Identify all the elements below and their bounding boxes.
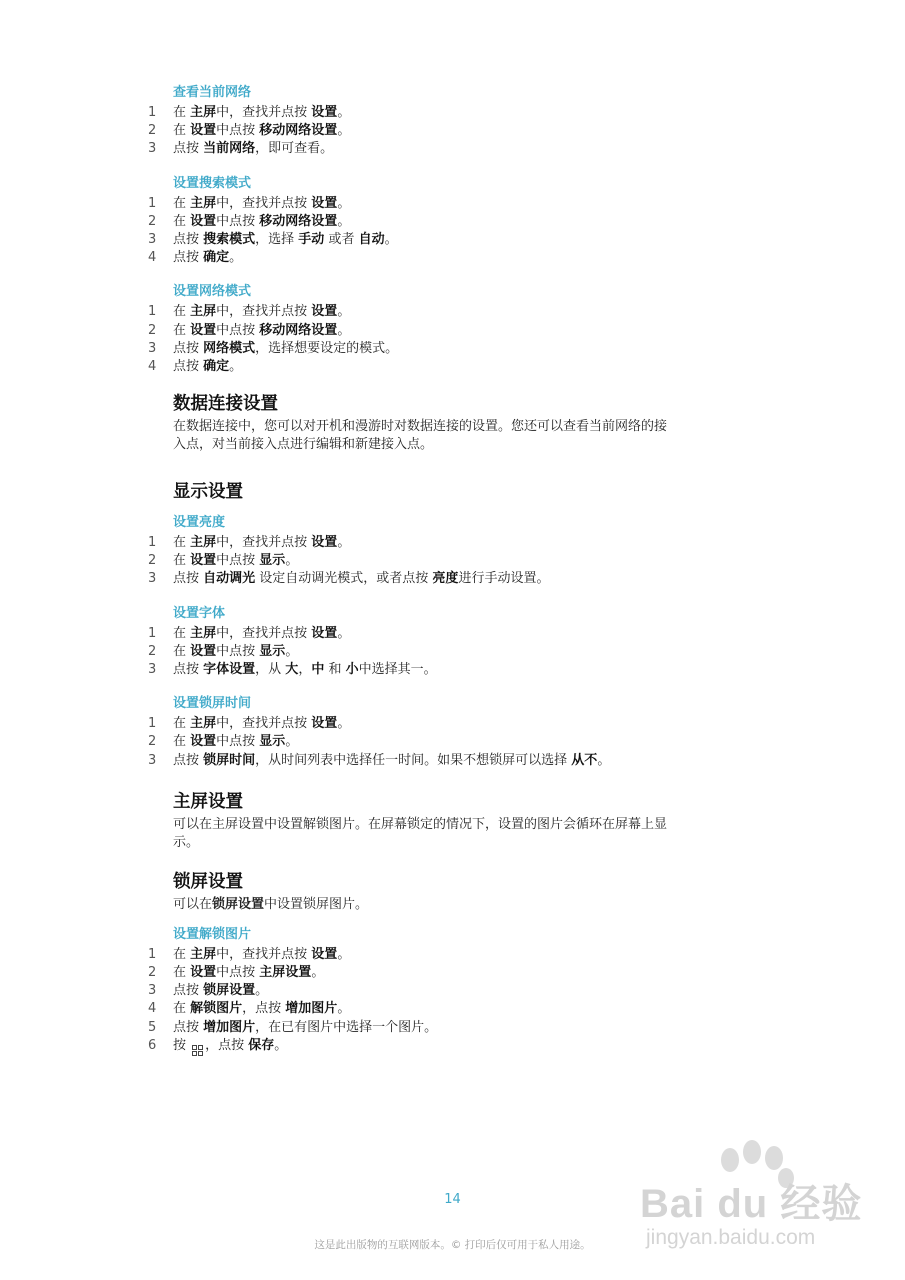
step-text: 中点按 (216, 123, 260, 139)
step-text: ，选择 (255, 231, 299, 247)
step-item (148, 1019, 768, 1037)
step-text: ，从 (255, 662, 286, 677)
ui-term: 设置 (311, 105, 338, 120)
step-text: 中点按 (216, 553, 260, 569)
step-text: 中设置锁屏图片。 (264, 896, 369, 912)
ui-term: 显示 (259, 734, 286, 750)
step-text: 。 (255, 983, 269, 999)
step-text: 在 (173, 1001, 191, 1017)
ui-term: 主屏 (190, 304, 217, 320)
step-text: 和 (324, 662, 346, 677)
step-text: 。 (337, 625, 351, 641)
section-heading-lock-screen: 锁屏设置 (173, 871, 243, 892)
step-content (173, 643, 298, 661)
step-text: 。 (337, 1001, 351, 1017)
step-text: 点按 (173, 231, 204, 247)
subheading-lock-timeout: 设置锁屏时间 (173, 696, 252, 712)
step-number: 1 (148, 946, 157, 962)
step-text: 。 (337, 123, 351, 139)
step-text: 点按 (173, 571, 204, 587)
step-text: 。 (285, 643, 299, 659)
step-text: 中点按 (216, 322, 260, 338)
step-content (173, 715, 350, 733)
ui-term: 设置 (190, 964, 217, 980)
step-text: 。 (337, 304, 351, 320)
step-text: ， (298, 662, 312, 677)
grid-icon (192, 1045, 203, 1056)
step-text: 中，查找并点按 (216, 946, 312, 962)
ui-term: 解锁图片 (190, 1001, 243, 1017)
ui-term: 确定 (203, 358, 230, 374)
ui-term: 显示 (259, 643, 286, 659)
step-text: 进行手动设置。 (458, 571, 550, 587)
ui-term: 主屏 (190, 535, 217, 551)
step-text: 。 (274, 1037, 288, 1053)
subheading-brightness: 设置亮度 (173, 515, 226, 531)
step-number: 3 (148, 752, 157, 768)
step-text: 在 (173, 625, 191, 641)
ui-term: 自动调光 (203, 571, 256, 587)
step-content (173, 964, 324, 982)
step-text: 。 (229, 358, 243, 374)
step-text: 在 (173, 195, 191, 211)
step-text: 。 (337, 213, 351, 229)
step-item (148, 715, 768, 733)
step-number: 1 (148, 716, 157, 732)
step-text: 。 (337, 322, 351, 338)
subheading-network-mode: 设置网络模式 (173, 284, 252, 300)
step-text: 中，查找并点按 (216, 105, 312, 120)
step-text: 。 (285, 553, 299, 569)
step-text: 按 (173, 1037, 191, 1053)
step-number: 3 (148, 983, 157, 999)
step-item (148, 322, 768, 340)
step-item (148, 982, 768, 1000)
step-content (173, 534, 350, 552)
step-number: 1 (148, 625, 157, 641)
step-number: 3 (148, 340, 157, 356)
ui-term: 移动网络设置 (259, 213, 338, 229)
step-item (148, 213, 768, 231)
step-text: 在 (173, 213, 191, 229)
ui-term: 移动网络设置 (259, 322, 338, 338)
step-text: 中，查找并点按 (216, 535, 312, 551)
step-text: 在 (173, 946, 191, 962)
step-item (148, 661, 768, 679)
step-text: 。 (337, 195, 351, 211)
step-content (173, 195, 350, 213)
step-text: 。 (337, 946, 351, 962)
step-item (148, 249, 768, 267)
step-text: 在 (173, 322, 191, 338)
step-number: 2 (148, 964, 157, 980)
ui-term: 确定 (203, 250, 230, 266)
step-number: 3 (148, 571, 157, 587)
ui-term: 设置 (311, 625, 338, 641)
ui-term: 当前网络 (203, 141, 256, 157)
subheading-font: 设置字体 (173, 605, 226, 621)
ui-term: 锁屏设置 (203, 983, 256, 999)
ui-term: 从不 (571, 752, 598, 768)
watermark-logo: Bai du 经验 (640, 1182, 863, 1226)
step-content (173, 1000, 350, 1018)
step-item (148, 534, 768, 552)
step-item (148, 733, 768, 751)
section-heading-data-connection: 数据连接设置 (173, 394, 278, 415)
step-number: 6 (148, 1037, 157, 1053)
ui-term: 主屏 (190, 195, 217, 211)
step-content (173, 552, 298, 570)
subheading-view-current-network: 查看当前网络 (173, 85, 252, 100)
step-text: 在 (173, 643, 191, 659)
step-content (173, 358, 242, 376)
step-text: 点按 (173, 983, 204, 999)
ui-term: 设置 (190, 553, 217, 569)
paragraph-home-screen: 可以在主屏设置中设置解锁图片。在屏幕锁定的情况下，设置的图片会循环在屏幕上显 示。 (173, 816, 668, 850)
ui-term: 手动 (298, 231, 325, 247)
subheading-search-mode: 设置搜索模式 (173, 175, 252, 191)
step-text: 点按 (173, 358, 204, 374)
step-item (148, 104, 768, 122)
ui-term: 锁屏设置 (212, 896, 265, 912)
step-number: 2 (148, 643, 157, 659)
step-item (148, 303, 768, 321)
ui-term: 字体设置 (203, 662, 256, 677)
step-item (148, 195, 768, 213)
step-item (148, 643, 768, 661)
step-text: 在 (173, 304, 191, 320)
step-text: 在 (173, 964, 191, 980)
step-text: 点按 (173, 141, 204, 157)
step-text: 点按 (173, 250, 204, 266)
ui-term: 保存 (248, 1037, 275, 1053)
step-text: 。 (384, 231, 398, 247)
step-text: 。 (337, 105, 351, 120)
step-item (148, 122, 768, 140)
step-number: 1 (148, 304, 157, 320)
step-list (148, 195, 768, 268)
step-item (148, 552, 768, 570)
step-text: 可以在 (173, 896, 213, 912)
step-text: 点按 (173, 662, 204, 677)
step-text: 。 (337, 535, 351, 551)
step-list (148, 946, 768, 1055)
step-content (173, 340, 398, 358)
step-content (173, 570, 549, 588)
step-content (173, 1019, 437, 1037)
ui-term: 设置 (190, 123, 217, 139)
step-text: 中点按 (216, 964, 260, 980)
step-content (173, 213, 350, 231)
step-item (148, 140, 768, 158)
step-number: 1 (148, 535, 157, 551)
step-number: 2 (148, 123, 157, 139)
step-content (173, 1037, 287, 1055)
step-content (173, 752, 610, 770)
baidu-watermark (640, 1140, 870, 1260)
step-item (148, 964, 768, 982)
step-content (173, 249, 242, 267)
step-text: 点按 (173, 752, 204, 768)
step-number: 3 (148, 231, 157, 247)
ui-term: 大 (285, 662, 299, 677)
step-content (173, 104, 350, 122)
document-body (148, 82, 768, 1055)
ui-term: 主屏 (190, 105, 217, 120)
step-content (173, 303, 350, 321)
step-content (173, 733, 298, 751)
step-number: 2 (148, 734, 157, 750)
step-item (148, 946, 768, 964)
step-number: 2 (148, 322, 157, 338)
step-content (173, 140, 333, 158)
step-item (148, 358, 768, 376)
step-number: 3 (148, 662, 157, 677)
step-item (148, 1000, 768, 1018)
step-content (173, 231, 398, 249)
step-text: 点按 (173, 1019, 204, 1035)
step-item (148, 752, 768, 770)
step-text: 。 (229, 250, 243, 266)
step-text: 在 (173, 716, 191, 732)
step-text: 中选择其一。 (358, 662, 437, 677)
ui-term: 自动 (358, 231, 385, 247)
step-item (148, 1037, 768, 1055)
step-text: 中点按 (216, 734, 260, 750)
step-number: 2 (148, 213, 157, 229)
step-number: 1 (148, 105, 157, 120)
step-text: 在 (173, 123, 191, 139)
step-text: 在 (173, 553, 191, 569)
step-text: ，点按 (205, 1037, 249, 1053)
page-number: 14 (444, 1192, 461, 1207)
step-list (148, 534, 768, 589)
step-text: 在 (173, 535, 191, 551)
ui-term: 亮度 (432, 571, 459, 587)
step-text: 。 (285, 734, 299, 750)
step-content (173, 982, 268, 1000)
ui-term: 显示 (259, 553, 286, 569)
step-number: 4 (148, 1001, 157, 1017)
step-number: 4 (148, 250, 157, 266)
step-text: ，即可查看。 (255, 141, 334, 157)
step-list (148, 104, 768, 159)
step-content (173, 322, 350, 340)
ui-term: 主屏 (190, 716, 217, 732)
paragraph-data-connection: 在数据连接中，您可以对开机和漫游时对数据连接的设置。您还可以查看当前网络的接 入点，对当前接入点进行编辑和新建接入点。 (173, 419, 668, 453)
step-text: 中，查找并点按 (216, 304, 312, 320)
step-item (148, 570, 768, 588)
step-number: 4 (148, 358, 157, 374)
step-list (148, 303, 768, 376)
step-text: 。 (597, 752, 611, 768)
step-text: 中，查找并点按 (216, 195, 312, 211)
step-text: 中，查找并点按 (216, 625, 312, 641)
ui-term: 设置 (190, 213, 217, 229)
ui-term: 主屏 (190, 625, 217, 641)
ui-term: 设置 (311, 304, 338, 320)
ui-term: 增加图片 (203, 1019, 256, 1035)
step-item (148, 231, 768, 249)
ui-term: 主屏 (190, 946, 217, 962)
step-content (173, 625, 350, 643)
ui-term: 设置 (190, 734, 217, 750)
step-item (148, 340, 768, 358)
step-number: 1 (148, 195, 157, 211)
step-text: 或者 (324, 231, 359, 247)
step-content (173, 661, 437, 679)
subheading-unlock-image: 设置解锁图片 (173, 926, 252, 942)
watermark-url: jingyan.baidu.com (646, 1226, 816, 1249)
ui-term: 设置 (311, 535, 338, 551)
step-text: 点按 (173, 340, 204, 356)
step-list (148, 715, 768, 770)
section-heading-home-screen: 主屏设置 (173, 791, 243, 812)
section-heading-display: 显示设置 (173, 482, 243, 503)
ui-term: 增加图片 (285, 1001, 338, 1017)
ui-term: 小 (345, 662, 359, 677)
footer-note: 这是此出版物的互联网版本。© 打印后仅可用于私人用途。 (314, 1239, 591, 1251)
step-text: 设定自动调光模式，或者点按 (255, 571, 433, 587)
ui-term: 网络模式 (203, 340, 256, 356)
step-number: 2 (148, 553, 157, 569)
ui-term: 设置 (311, 195, 338, 211)
step-text: ，点按 (242, 1001, 286, 1017)
step-list (148, 625, 768, 680)
step-text: 。 (337, 716, 351, 732)
step-text: 中点按 (216, 213, 260, 229)
ui-term: 设置 (190, 643, 217, 659)
ui-term: 设置 (311, 946, 338, 962)
step-content (173, 122, 350, 140)
ui-term: 设置 (190, 322, 217, 338)
step-text: ，在已有图片中选择一个图片。 (255, 1019, 438, 1035)
ui-term: 移动网络设置 (259, 123, 338, 139)
step-item (148, 625, 768, 643)
step-content (173, 946, 350, 964)
ui-term: 搜索模式 (203, 231, 256, 247)
step-text: 。 (311, 964, 325, 980)
step-text: ，从时间列表中选择任一时间。如果不想锁屏可以选择 (255, 752, 572, 768)
ui-term: 中 (311, 662, 325, 677)
step-text: ，选择想要设定的模式。 (255, 340, 399, 356)
paragraph-lock-screen (173, 896, 768, 914)
step-text: 在 (173, 734, 191, 750)
ui-term: 主屏设置 (259, 964, 312, 980)
ui-term: 锁屏时间 (203, 752, 256, 768)
ui-term: 设置 (311, 716, 338, 732)
step-text: 在 (173, 105, 191, 120)
step-text: 中，查找并点按 (216, 716, 312, 732)
step-number: 5 (148, 1019, 157, 1035)
step-number: 3 (148, 141, 157, 157)
step-text: 中点按 (216, 643, 260, 659)
